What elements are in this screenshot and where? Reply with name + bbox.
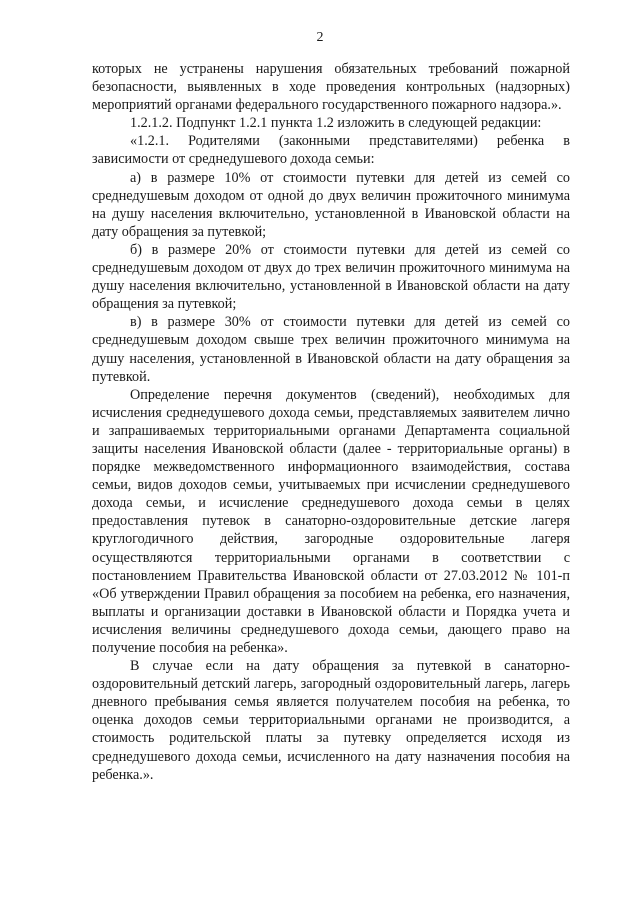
paragraph-clause-1-2-1: «1.2.1. Родителями (законными представителями) ребенка в зависимости от среднедушевого дохода семьи: <box>92 133 570 168</box>
paragraph-item-v: в) в размере 30% от стоимости путевки для детей из семей со среднедушевым доходом свыше трех величин прожиточного минимума на душу населения, установленной в Ивановской области на дату обращения за путевкой. <box>92 314 570 385</box>
paragraph-item-a: а) в размере 10% от стоимости путевки для детей из семей со среднедушевым доходом от одной до двух величин прожиточного минимума на душу населения включительно, установленной в Ивановской области на дату обращения за путевкой; <box>92 169 570 240</box>
document-body <box>92 60 570 784</box>
paragraph-amendment-subclause: 1.2.1.2. Подпункт 1.2.1 пункта 1.2 изложить в следующей редакции: <box>130 115 542 132</box>
paragraph-income-determination: Определение перечня документов (сведений), необходимых для исчисления среднедушевого дохода семьи, представляемых заявителем лично и запрашиваемых территориальными органами Департамента социальной защиты населения Ивановской области (далее - территориальные органы) в порядке межведомственного информационного взаимодействия, состава семьи, видов доходов семьи, учитываемых при исчислении среднедушевого дохода семьи, и исчисление среднедушевого дохода семьи в целях предоставления путевок в санаторно-оздоровительные детские лагеря круглогодичного действия, загородные оздоровительные лагеря осуществляются территориальными органами в соответствии с постановлением Правительства Ивановской области от 27.03.2012 № 101-п «Об утверждении Правил обращения за пособием на ребенка, его назначения, выплаты и организации доставки в Ивановской области и Порядка учета и исчисления величины среднедушевого дохода семьи, дающего право на получение пособия на ребенка». <box>92 386 570 656</box>
paragraph-continuation: которых не устранены нарушения обязательных требований пожарной безопасности, выявленных в ходе проведения контрольных (надзорных) мероприятий органами федерального государственного пожарного надзора.». <box>92 61 570 114</box>
paragraph-benefit-recipient: В случае если на дату обращения за путевкой в санаторно-оздоровительный детский лагерь, загородный оздоровительный лагерь, лагерь дневного пребывания семья является получателем пособия на ребенка, то оценка доходов семьи территориальными органами не производится, а стоимость родительской платы за путевку определяется исходя из среднедушевого дохода семьи, исчисленного на дату назначения пособия на ребенка.». <box>92 658 570 783</box>
page-number: 2 <box>316 30 324 45</box>
paragraph-item-b: б) в размере 20% от стоимости путевки для детей из семей со среднедушевым доходом от двух до трех величин прожиточного минимума на душу населения включительно, установленной в Ивановской области на дату обращения за путевкой; <box>92 241 570 313</box>
